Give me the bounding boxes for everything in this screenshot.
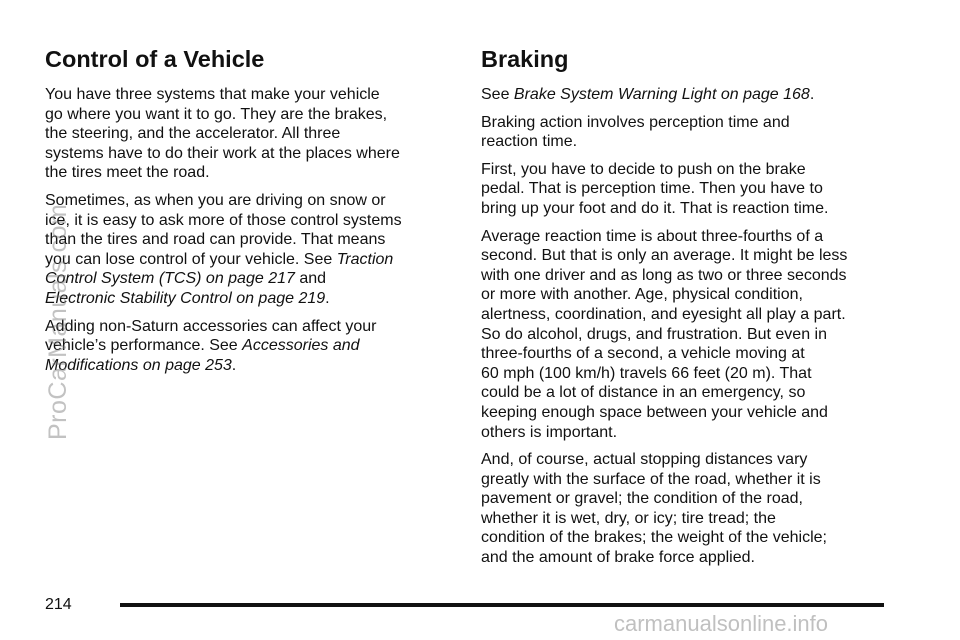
- text-fragment: .: [809, 86, 815, 103]
- text-fragment: vehicle’s performance. See: [45, 337, 243, 355]
- paragraph-average-reaction: [481, 227, 891, 443]
- text-fragment: .: [231, 356, 237, 374]
- text-line: Average reaction time is about three-fourths of a: [481, 227, 824, 245]
- watermark-bottom: carmanualsonline.info: [614, 611, 829, 636]
- text-line: keeping enough space between your vehicle and: [481, 403, 828, 421]
- text-line: three-fourths of a second, a vehicle moving at: [481, 345, 805, 363]
- text-line: or more with another. Age, physical condition,: [481, 286, 803, 304]
- left-column: [45, 44, 455, 383]
- right-column: [481, 44, 891, 576]
- text-line: [45, 289, 455, 309]
- text-line: 60 mph (100 km/h) travels 66 feet (20 m). That: [481, 364, 812, 382]
- text-line: go where you want it to go. They are the brakes,: [45, 105, 388, 123]
- text-line: whether it is wet, dry, or icy; tire tread; the: [481, 509, 776, 527]
- page-number: 214: [45, 596, 72, 613]
- text-line: the steering, and the accelerator. All three: [45, 125, 341, 143]
- text-line: could be a lot of distance in an emergency, so: [481, 384, 806, 402]
- paragraph-three-systems: [45, 85, 455, 183]
- paragraph-reaction: [481, 160, 891, 219]
- paragraph-perception: [481, 113, 891, 152]
- text-line: with one driver and as long as two or three seconds: [481, 266, 847, 284]
- text-line: Adding non-Saturn accessories can affect your: [45, 317, 377, 335]
- text-line: And, of course, actual stopping distances vary: [481, 451, 808, 469]
- text-line: [481, 85, 891, 105]
- link-brake-warning-light[interactable]: Brake System Warning Light on page 168: [513, 86, 810, 103]
- text-line: So do alcohol, drugs, and frustration. But even in: [481, 325, 827, 343]
- paragraph-stopping-distances: [481, 450, 891, 568]
- text-line: pedal. That is perception time. Then you have to: [481, 180, 823, 198]
- text-line: systems have to do their work at the places where: [45, 144, 400, 162]
- text-line: [45, 269, 455, 289]
- text-line: reaction time.: [481, 133, 578, 151]
- text-line: than the tires and road can provide. That means: [45, 231, 386, 249]
- text-line: and the amount of brake force applied.: [481, 549, 755, 567]
- text-line: the tires meet the road.: [45, 164, 210, 182]
- section-heading-control: Control of a Vehicle: [45, 46, 265, 72]
- text-line: greatly with the surface of the road, whether it is: [481, 470, 821, 488]
- watermark-vertical: ProCarManuals.com: [44, 203, 72, 440]
- text-line: You have three systems that make your vehicle: [45, 86, 380, 103]
- text-fragment: you can lose control of your vehicle. See: [45, 250, 337, 268]
- text-line: second. But that is only an average. It might be less: [481, 247, 848, 265]
- text-line: alertness, coordination, and eyesight all play a part.: [481, 305, 846, 323]
- text-line: bring up your foot and do it. That is reaction time.: [481, 199, 829, 217]
- text-line: Braking action involves perception time and: [481, 113, 790, 131]
- text-line: ice, it is easy to ask more of those control systems: [45, 211, 402, 229]
- text-line: condition of the brakes; the weight of the vehicle;: [481, 529, 827, 547]
- link-modifications-page[interactable]: Modifications on page 253: [45, 356, 232, 374]
- text-line: [45, 356, 455, 376]
- text-line: [45, 336, 455, 356]
- text-fragment: .: [325, 289, 330, 307]
- text-line: First, you have to decide to push on the brake: [481, 160, 806, 178]
- text-fragment: See: [481, 86, 514, 103]
- paragraph-see-reference: [481, 85, 891, 105]
- paragraph-lose-control: [45, 191, 455, 309]
- link-accessories[interactable]: Accessories and: [242, 337, 360, 355]
- link-traction-control[interactable]: Traction: [336, 250, 394, 268]
- text-line: others is important.: [481, 423, 618, 441]
- paragraph-accessories: [45, 317, 455, 376]
- section-heading-braking: Braking: [481, 46, 569, 72]
- text-line: [45, 250, 455, 270]
- text-line: Sometimes, as when you are driving on snow or: [45, 191, 386, 209]
- link-traction-control-page[interactable]: Control System (TCS) on page 217: [45, 270, 295, 288]
- link-electronic-stability-control[interactable]: Electronic Stability Control on page 219: [45, 289, 326, 307]
- text-fragment: and: [294, 270, 327, 288]
- text-line: pavement or gravel; the condition of the road,: [481, 490, 803, 508]
- footer-divider: [120, 603, 884, 607]
